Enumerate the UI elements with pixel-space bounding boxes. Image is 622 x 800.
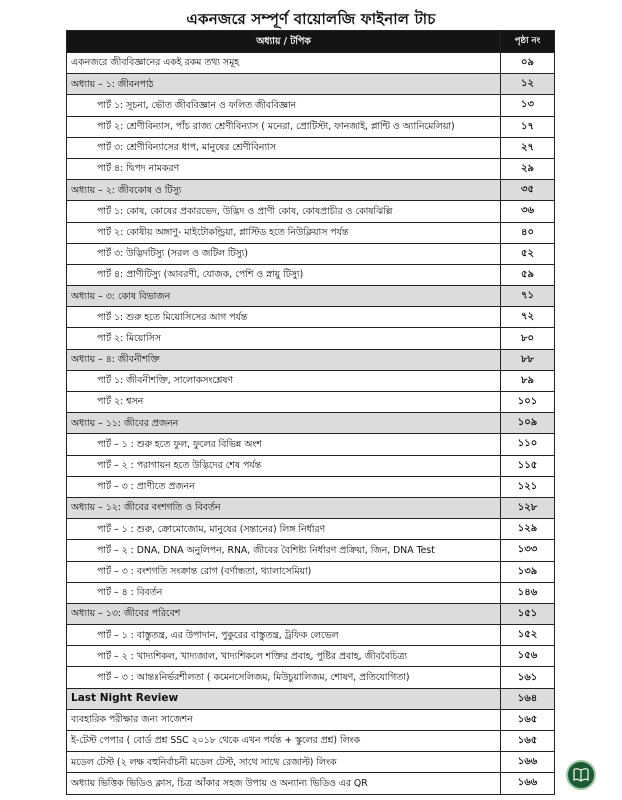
topic-cell: পার্ট – ৩ : প্রাণীতে প্রজনন — [67, 476, 501, 497]
topic-cell: ব্যবহারিক পরীক্ষার জন্য সাজেশন — [67, 709, 501, 730]
topic-cell: অধ্যায় – ১১: জীবের প্রজনন — [67, 413, 501, 434]
part-row — [67, 455, 555, 476]
topic-cell: ই-টেস্ট পেপার ( বোর্ড প্রশ্ন SSC ২০১৮ থেকে এখন পর্যন্ত + স্কুলের প্রশ্ন) লিংক — [67, 731, 501, 752]
topic-cell: পার্ট ২: মিয়োসিস — [67, 328, 501, 349]
page-number-cell: ১৩৩ — [501, 540, 555, 561]
page-number-cell: ১৭ — [501, 116, 555, 137]
book-icon — [572, 766, 590, 784]
column-header-page: পৃষ্ঠা নং — [501, 31, 555, 53]
topic-cell: পার্ট ২: শ্বসন — [67, 392, 501, 413]
part-row — [67, 646, 555, 667]
page-number-cell: ১১৫ — [501, 455, 555, 476]
topic-cell: পার্ট ৪: প্রাণীটিস্যু (আবরণী, যোজক, পেশি ও স্নায়ু টিস্যু) — [67, 264, 501, 285]
page-number-cell: ৮০ — [501, 328, 555, 349]
topic-cell: পার্ট ৩: শ্রেণীবিন্যাসের ধাপ, মানুষের শ্রেণীবিন্যাস — [67, 137, 501, 158]
page-number-cell: ১৬৪ — [501, 688, 555, 709]
page-number-cell: ১৫২ — [501, 625, 555, 646]
topic-cell: পার্ট – ২ : পরাগায়ন হতে উদ্ভিদের শেষ পর্যন্ত — [67, 455, 501, 476]
page-number-cell: ৫২ — [501, 243, 555, 264]
part-row — [67, 307, 555, 328]
topic-cell: পার্ট ১: জীবনীশক্তি, সালোকসংশ্লেষণ — [67, 370, 501, 391]
part-row — [67, 667, 555, 688]
table-of-contents — [66, 30, 555, 795]
page-number-cell: ১২৮ — [501, 497, 555, 518]
page-number-cell: ১৫১ — [501, 603, 555, 624]
page-number-cell: ৩৬ — [501, 201, 555, 222]
topic-cell: পার্ট – ১ : বাস্তুতন্ত্র, এর উপাদান, পুকুরের বাস্তুতন্ত্র, ট্রফিক লেভেল — [67, 625, 501, 646]
page-number-cell: ১৬১ — [501, 667, 555, 688]
part-row — [67, 137, 555, 158]
page-number-cell: ১৬৫ — [501, 731, 555, 752]
topic-cell: Last Night Review — [67, 688, 501, 709]
part-row — [67, 95, 555, 116]
topic-cell: পার্ট – ২ : DNA, DNA অনুলিপন, RNA, জীবের বৈশিষ্ট্য নির্ধারণ প্রক্রিয়া, জিন, DNA Test — [67, 540, 501, 561]
table-row — [67, 53, 555, 74]
page-number-cell: ১৩ — [501, 95, 555, 116]
topic-cell: পার্ট ১: কোষ, কোষের প্রকারভেদ, উদ্ভিদ ও প্রাণী কোষ, কোষপ্রাচীর ও কোষঝিল্লি — [67, 201, 501, 222]
part-row — [67, 582, 555, 603]
chapter-row — [67, 286, 555, 307]
topic-cell: অধ্যায় – ১: জীবনপাঠ — [67, 74, 501, 95]
chapter-row — [67, 74, 555, 95]
part-row — [67, 561, 555, 582]
topic-cell: একনজরে জীববিজ্ঞানের একই রকম তথ্য সমূহ — [67, 53, 501, 74]
part-row — [67, 222, 555, 243]
page-number-cell: ১৩৯ — [501, 561, 555, 582]
page-number-cell: ১০১ — [501, 392, 555, 413]
document-title: একনজরে সম্পূর্ণ বায়োলজি ফাইনাল টাচ — [186, 10, 436, 28]
topic-cell: পার্ট – ৩ : বংশগতি সংক্রান্ত রোগ (বর্ণান্ধতা, থ্যালাসেমিয়া) — [67, 561, 501, 582]
table-row — [67, 752, 555, 773]
page-number-cell: ৮৮ — [501, 349, 555, 370]
page-number-cell: ১৬৫ — [501, 709, 555, 730]
part-row — [67, 392, 555, 413]
chapter-row — [67, 349, 555, 370]
topic-cell: মডেল টেস্ট (২ লক্ষ বহুনির্বাচনী মডেল টেস্ট, সাথে সাথে রেজাল্ট) লিংক — [67, 752, 501, 773]
topic-cell: পার্ট ২: শ্রেণীবিন্যাস, পাঁচ রাজ্য শ্রেণীবিন্যাস ( মনেরা, প্রোটিস্টা, ফানজাই, প্লান্টি ও অ্যানিমেলিয়া) — [67, 116, 501, 137]
topic-cell: পার্ট – ২ : খাদ্যশিকল, খাদ্যজাল, খাদ্যশিকলে শক্তির প্রবাহ, পুষ্টির প্রবাহ, জীববৈচিত্র্য — [67, 646, 501, 667]
page-number-cell: ১০৯ — [501, 413, 555, 434]
topic-cell: পার্ট ১: সূচনা, ভৌত জীববিজ্ঞান ও ফলিত জীববিজ্ঞান — [67, 95, 501, 116]
part-row — [67, 328, 555, 349]
table-row — [67, 731, 555, 752]
topic-cell: পার্ট – ১ : শুরু, ক্রোমোজোম, মানুষের (সন্তানের) লিঙ্গ নির্ধারণ — [67, 519, 501, 540]
page-number-cell: ৭১ — [501, 286, 555, 307]
chapter-row — [67, 497, 555, 518]
page-number-cell: ২৯ — [501, 158, 555, 179]
part-row — [67, 434, 555, 455]
topic-cell: পার্ট – ৪ : বিবর্তন — [67, 582, 501, 603]
part-row — [67, 158, 555, 179]
topic-cell: পার্ট ১: শুরু হতে মিয়োসিসের আগ পর্যন্ত — [67, 307, 501, 328]
topic-cell: অধ্যায় – ১২: জীবের বংশগতি ও বিবর্তন — [67, 497, 501, 518]
watermark-logo — [566, 760, 596, 790]
part-row — [67, 519, 555, 540]
page-number-cell: ৩৫ — [501, 180, 555, 201]
topic-cell: অধ্যায় – ৪: জীবনীশক্তি — [67, 349, 501, 370]
part-row — [67, 201, 555, 222]
topic-cell: পার্ট – ৩ : আন্তঃনির্ভরশীলতা ( কমেনসেলিজম, মিউচুয়ালিজম, শোষণ, প্রতিযোগিতা) — [67, 667, 501, 688]
table-row — [67, 709, 555, 730]
part-row — [67, 540, 555, 561]
chapter-row — [67, 180, 555, 201]
chapter-row — [67, 603, 555, 624]
topic-cell: পার্ট ২: কোষীয় অঙ্গাণু- মাইটোকন্ড্রিয়া, প্লাস্টিড হতে নিউক্লিয়াস পর্যন্ত — [67, 222, 501, 243]
topic-cell: অধ্যায় – ১৩: জীবের পরিবেশ — [67, 603, 501, 624]
page-number-cell: ৮৯ — [501, 370, 555, 391]
topic-cell: পার্ট ৪: দ্বিপদ নামকরণ — [67, 158, 501, 179]
part-row — [67, 264, 555, 285]
part-row — [67, 625, 555, 646]
page-number-cell: ১২৯ — [501, 519, 555, 540]
part-row — [67, 476, 555, 497]
page-number-cell: ১৫৬ — [501, 646, 555, 667]
topic-cell: অধ্যায় – ৩: কোষ বিভাজন — [67, 286, 501, 307]
column-header-topic: অধ্যায় / টপিক — [67, 31, 501, 53]
chapter-row — [67, 413, 555, 434]
page-number-cell: ০৯ — [501, 53, 555, 74]
page-number-cell: ৭২ — [501, 307, 555, 328]
table-row — [67, 688, 555, 709]
page-number-cell: ১৬৬ — [501, 752, 555, 773]
page-number-cell: ১১০ — [501, 434, 555, 455]
part-row — [67, 243, 555, 264]
page-number-cell: ১২ — [501, 74, 555, 95]
table-body — [67, 53, 555, 795]
topic-cell: পার্ট ৩: উদ্ভিদটিস্যু (সরল ও জটিল টিস্যু) — [67, 243, 501, 264]
page-number-cell: ২৭ — [501, 137, 555, 158]
topic-cell: অধ্যায় – ২: জীবকোষ ও টিস্যু — [67, 180, 501, 201]
part-row — [67, 370, 555, 391]
page-number-cell: ১২১ — [501, 476, 555, 497]
table-header-row — [67, 31, 555, 53]
table-row — [67, 773, 555, 794]
page-number-cell: ৫৯ — [501, 264, 555, 285]
topic-cell: পার্ট – ১ : শুরু হতে ফুল, ফুলের বিভিন্ন অংশ — [67, 434, 501, 455]
page-number-cell: ১৬৬ — [501, 773, 555, 794]
page-number-cell: ১৪৬ — [501, 582, 555, 603]
page-number-cell: ৪০ — [501, 222, 555, 243]
part-row — [67, 116, 555, 137]
topic-cell: অধ্যায় ভিত্তিক ভিডিও ক্লাস, চিত্র আঁকার সহজ উপায় ও অন্যান্য ভিডিও এর QR — [67, 773, 501, 794]
